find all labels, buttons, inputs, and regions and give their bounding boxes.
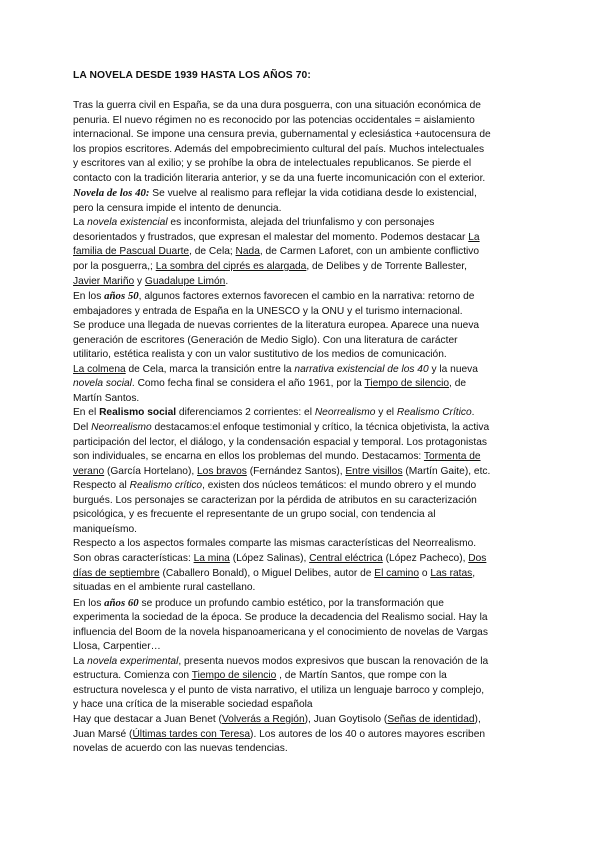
paragraph-neorrealismo: Del Neorrealismo destacamos:el enfoque testimonial y crítico, la técnica objetivista, la activa participación del lector, el diálogo, y la condensación espacial y temporal. Los protagonistas son individuales, se encarna en ellos los problemas del mundo. Destacamos: Tormenta de verano (García Hortelano), Los bravos (Fernández Santos), Entre visillos (Martín Gaite), etc. xyxy=(73,422,491,477)
work-title: La mina xyxy=(193,552,230,564)
work-title: Tiempo de silencio xyxy=(191,670,277,682)
paragraph-autores: Hay que destacar a Juan Benet (Volverás a Región), Juan Goytisolo (Señas de identidad), Juan Marsé (Últimas tardes con Teresa). Los autores de los 40 o autores mayores escriben novelas de acuerdo con las nuevas tendencias. xyxy=(73,713,486,755)
paragraph-anos-60: En los años 60 se produce un profundo cambio estético, por la transformación que experimenta la sociedad de la época. Se produce la decadencia del Realismo social. Hay la influencia del Boom de la novela hispanoamericana y el conocimiento de novelas de Vargas Llosa, Carpentier… xyxy=(73,596,488,653)
work-title: Tiempo de silencio xyxy=(364,378,450,390)
paragraph-novela-experimental: La novela experimental, presenta nuevos modos expresivos que buscan la renovación de la estructura. Comienza con Tiempo de silencio , de Martín Santos, que rompe con la estructura novelesca y el punto de vista narrativo, el utiliza un lenguaje barroco y complejo, y hace una crítica de la miserable sociedad española xyxy=(73,655,489,711)
work-title: La sombra del ciprés es alargada xyxy=(155,261,307,273)
work-title: Últimas tardes con Teresa xyxy=(132,728,251,740)
work-title: Guadalupe Limón xyxy=(144,275,226,287)
work-title: verano xyxy=(73,465,105,477)
paragraph-novela-existencial: La novela existencial es inconformista, alejada del triunfalismo y con personajes desorientados y frustrados, que expresan el malestar del momento. Podemos destacar La familia de Pascual Duarte, de Cela; Nada, de Carmen Laforet, con un ambiente conflictivo por la posguerra,; La sombra del ciprés es alargada, de Delibes y de Torrente Ballester, Javier Mariño y Guadalupe Limón. xyxy=(73,217,480,287)
page-title: LA NOVELA DESDE 1939 HASTA LOS AÑOS 70: xyxy=(73,70,311,81)
work-title: Volverás a Región xyxy=(221,713,305,725)
work-title: días de septiembre xyxy=(73,567,160,579)
paragraph-aspectos-formales: Respecto a los aspectos formales comparte las mismas características del Neorrealismo. Son obras características: La mina (López Salinas), Central eléctrica (López Pacheco), Dos días de septiembre (Caballero Bonald), o Miguel Delibes, autor de El camino o Las ratas, situadas en el ambiente rural castellano. xyxy=(73,538,487,594)
work-title: Entre visillos xyxy=(345,465,403,477)
work-title: Central eléctrica xyxy=(309,552,383,564)
work-title: El camino xyxy=(374,567,420,579)
work-title: Tormenta de xyxy=(423,451,481,463)
work-title: familia de Pascual Duarte xyxy=(73,246,190,258)
paragraph-anos-50: En los años 50, algunos factores externos favorecen el cambio en la narrativa: retorno de embajadores y entrada de España en la UNESCO y la ONU y el turismo internacional. xyxy=(73,290,475,317)
work-title: Los bravos xyxy=(197,465,247,477)
paragraph-realismo-social: En el Realismo social diferenciamos 2 corrientes: el Neorrealismo y el Realismo Crítico. xyxy=(73,407,475,419)
work-title: Nada xyxy=(235,246,260,258)
paragraph-intro: Tras la guerra civil en España, se da una dura posguerra, con una situación económica de penuria. El nuevo régimen no es reconocido por las potencias occidentales = aislamiento internacional. Se impone una censura previa, gubernamental y eclesiástica +autocensura de los propios escritores. Además del empobrecimiento cultural del país. Muchos intelectuales y escritores van al exilio; y se prohíbe la obra de intelectuales republicanos. Se pierde el contacto con la tradición literaria anterior, y se da una fuerte incomunicación con el exterior. xyxy=(73,100,491,184)
paragraph-la-colmena: La colmena de Cela, marca la transición entre la narrativa existencial de los 40 y la nueva novela social. Como fecha final se considera el año 1961, por la Tiempo de silencio, de Martín Santos. xyxy=(73,363,478,404)
work-title: La xyxy=(468,231,480,243)
work-title: Dos xyxy=(468,552,487,564)
section-label: Novela de los 40: xyxy=(73,187,150,200)
paragraph-nuevas-corrientes: Se produce una llegada de nuevas corrientes de la literatura europea. Aparece una nueva generación de escritores (Generación de Medio Siglo). Con una literatura de carácter utilitario, estética realista y con un valor sustitutivo de los medios de comunicación. xyxy=(73,320,480,361)
work-title: Javier Mariño xyxy=(73,275,135,287)
work-title: Las ratas xyxy=(430,567,473,579)
work-title: La colmena xyxy=(73,363,126,375)
document-body xyxy=(73,99,533,757)
paragraph-realismo-critico: Respecto al Realismo crítico, existen dos núcleos temáticos: el mundo obrero y el mundo burgués. Los personajes se caracterizan por la pérdida de atributos en su caracterización psicológica, y es frecuente el representante de un grupo social, con tendencia al maniqueísmo. xyxy=(73,480,477,535)
paragraph-novela-40: Novela de los 40: Se vuelve al realismo para reflejar la vida cotidiana desde lo existencial, pero la censura impide el intento de denuncia. xyxy=(73,187,477,214)
work-title: Señas de identidad xyxy=(387,713,475,725)
